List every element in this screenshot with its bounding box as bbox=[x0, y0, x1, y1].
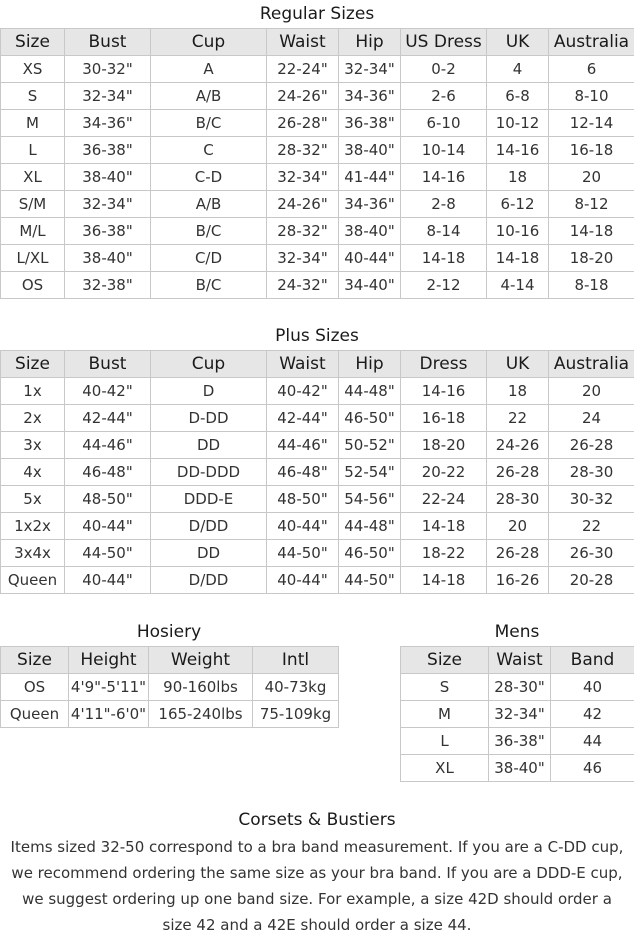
regular-cell: 32-34" bbox=[65, 83, 151, 110]
regular-cell: 32-34" bbox=[65, 191, 151, 218]
plus-cell: DD-DDD bbox=[151, 459, 267, 486]
hosiery-column-header: Height bbox=[69, 647, 149, 674]
plus-cell: 4x bbox=[1, 459, 65, 486]
regular-row bbox=[1, 56, 634, 83]
hosiery-column-header: Size bbox=[1, 647, 69, 674]
hosiery-table bbox=[0, 646, 339, 728]
regular-cell: 0-2 bbox=[401, 56, 487, 83]
mens-cell: L bbox=[401, 728, 489, 755]
regular-cell: 8-18 bbox=[549, 272, 634, 299]
plus-column-header: Cup bbox=[151, 351, 267, 378]
plus-column-header: Hip bbox=[339, 351, 401, 378]
mens-column-header: Waist bbox=[489, 647, 551, 674]
regular-cell: 14-18 bbox=[487, 245, 549, 272]
regular-column-header: Bust bbox=[65, 29, 151, 56]
regular-row bbox=[1, 164, 634, 191]
plus-cell: 40-42" bbox=[267, 378, 339, 405]
regular-cell: 30-32" bbox=[65, 56, 151, 83]
plus-cell: 24-26 bbox=[487, 432, 549, 459]
plus-cell: 22 bbox=[549, 513, 634, 540]
plus-cell: 28-30 bbox=[549, 459, 634, 486]
regular-cell: 4-14 bbox=[487, 272, 549, 299]
mens-header-row bbox=[401, 647, 634, 674]
plus-cell: 20-22 bbox=[401, 459, 487, 486]
mens-table bbox=[400, 646, 634, 782]
plus-cell: 44-46" bbox=[267, 432, 339, 459]
regular-cell: 6-10 bbox=[401, 110, 487, 137]
corsets-description bbox=[0, 834, 634, 938]
mens-cell: XL bbox=[401, 755, 489, 782]
mens-cell: 28-30" bbox=[489, 674, 551, 701]
regular-cell: 6 bbox=[549, 56, 634, 83]
regular-cell: 41-44" bbox=[339, 164, 401, 191]
plus-cell: 2x bbox=[1, 405, 65, 432]
regular-cell: C-D bbox=[151, 164, 267, 191]
regular-column-header: Size bbox=[1, 29, 65, 56]
plus-cell: D/DD bbox=[151, 513, 267, 540]
plus-column-header: Size bbox=[1, 351, 65, 378]
plus-row bbox=[1, 432, 634, 459]
plus-cell: 50-52" bbox=[339, 432, 401, 459]
regular-cell: 14-18 bbox=[549, 218, 634, 245]
plus-cell: 30-32 bbox=[549, 486, 634, 513]
regular-cell: A bbox=[151, 56, 267, 83]
hosiery-row bbox=[1, 674, 339, 701]
regular-cell: M/L bbox=[1, 218, 65, 245]
regular-cell: 24-32" bbox=[267, 272, 339, 299]
regular-column-header: UK bbox=[487, 29, 549, 56]
regular-cell: M bbox=[1, 110, 65, 137]
plus-cell: 5x bbox=[1, 486, 65, 513]
plus-row bbox=[1, 378, 634, 405]
regular-cell: 32-38" bbox=[65, 272, 151, 299]
mens-cell: 46 bbox=[551, 755, 634, 782]
corsets-line: Items sized 32-50 correspond to a bra band measurement. If you are a C-DD cup, bbox=[10, 838, 624, 856]
regular-cell: C bbox=[151, 137, 267, 164]
plus-cell: 22 bbox=[487, 405, 549, 432]
plus-cell: DD bbox=[151, 432, 267, 459]
mens-cell: 44 bbox=[551, 728, 634, 755]
regular-cell: 18 bbox=[487, 164, 549, 191]
plus-cell: 1x2x bbox=[1, 513, 65, 540]
regular-cell: 34-36" bbox=[65, 110, 151, 137]
regular-cell: XL bbox=[1, 164, 65, 191]
hosiery-cell: 40-73kg bbox=[253, 674, 339, 701]
regular-cell: 40-44" bbox=[339, 245, 401, 272]
regular-cell: 28-32" bbox=[267, 137, 339, 164]
plus-cell: 44-50" bbox=[65, 540, 151, 567]
plus-cell: 14-16 bbox=[401, 378, 487, 405]
regular-row bbox=[1, 218, 634, 245]
hosiery-cell: OS bbox=[1, 674, 69, 701]
plus-cell: 44-48" bbox=[339, 378, 401, 405]
regular-cell: 36-38" bbox=[65, 137, 151, 164]
regular-row bbox=[1, 83, 634, 110]
mens-cell: 42 bbox=[551, 701, 634, 728]
plus-cell: 26-28 bbox=[549, 432, 634, 459]
regular-sizes-table bbox=[0, 28, 634, 299]
plus-cell: Queen bbox=[1, 567, 65, 594]
plus-cell: 28-30 bbox=[487, 486, 549, 513]
plus-cell: 16-18 bbox=[401, 405, 487, 432]
plus-row bbox=[1, 513, 634, 540]
regular-cell: 2-12 bbox=[401, 272, 487, 299]
plus-cell: 22-24 bbox=[401, 486, 487, 513]
regular-cell: 10-12 bbox=[487, 110, 549, 137]
regular-cell: L bbox=[1, 137, 65, 164]
plus-cell: 14-18 bbox=[401, 567, 487, 594]
hosiery-cell: 4'9"-5'11" bbox=[69, 674, 149, 701]
regular-cell: 36-38" bbox=[339, 110, 401, 137]
regular-cell: B/C bbox=[151, 110, 267, 137]
regular-cell: XS bbox=[1, 56, 65, 83]
regular-cell: 6-12 bbox=[487, 191, 549, 218]
plus-cell: 18-22 bbox=[401, 540, 487, 567]
regular-cell: 12-14 bbox=[549, 110, 634, 137]
plus-cell: 20 bbox=[487, 513, 549, 540]
regular-sizes-title: Regular Sizes bbox=[259, 4, 375, 24]
plus-cell: 48-50" bbox=[267, 486, 339, 513]
regular-cell: 10-16 bbox=[487, 218, 549, 245]
hosiery-row bbox=[1, 701, 339, 728]
plus-cell: 26-28 bbox=[487, 459, 549, 486]
hosiery-title: Hosiery bbox=[136, 622, 202, 642]
plus-cell: 18-20 bbox=[401, 432, 487, 459]
plus-row bbox=[1, 486, 634, 513]
plus-row bbox=[1, 459, 634, 486]
regular-cell: 32-34" bbox=[267, 245, 339, 272]
plus-cell: 3x4x bbox=[1, 540, 65, 567]
plus-sizes-table bbox=[0, 350, 634, 594]
regular-row bbox=[1, 137, 634, 164]
regular-cell: S bbox=[1, 83, 65, 110]
regular-cell: B/C bbox=[151, 272, 267, 299]
plus-cell: 44-48" bbox=[339, 513, 401, 540]
regular-cell: A/B bbox=[151, 191, 267, 218]
regular-cell: L/XL bbox=[1, 245, 65, 272]
plus-cell: 40-44" bbox=[65, 567, 151, 594]
hosiery-header-row bbox=[1, 647, 339, 674]
regular-cell: OS bbox=[1, 272, 65, 299]
plus-column-header: UK bbox=[487, 351, 549, 378]
plus-cell: 40-44" bbox=[267, 567, 339, 594]
plus-cell: 54-56" bbox=[339, 486, 401, 513]
regular-cell: 8-10 bbox=[549, 83, 634, 110]
regular-cell: 22-24" bbox=[267, 56, 339, 83]
plus-row bbox=[1, 540, 634, 567]
regular-row bbox=[1, 245, 634, 272]
plus-cell: 24 bbox=[549, 405, 634, 432]
plus-cell: 46-48" bbox=[65, 459, 151, 486]
regular-row bbox=[1, 191, 634, 218]
plus-cell: 46-50" bbox=[339, 540, 401, 567]
plus-row bbox=[1, 567, 634, 594]
corsets-line: we suggest ordering up one band size. For example, a size 42D should order a bbox=[22, 890, 612, 908]
regular-cell: 14-16 bbox=[487, 137, 549, 164]
regular-cell: 8-14 bbox=[401, 218, 487, 245]
plus-cell: 20-28 bbox=[549, 567, 634, 594]
regular-cell: 16-18 bbox=[549, 137, 634, 164]
plus-cell: 18 bbox=[487, 378, 549, 405]
plus-cell: 46-50" bbox=[339, 405, 401, 432]
plus-cell: 44-50" bbox=[339, 567, 401, 594]
regular-cell: 24-26" bbox=[267, 191, 339, 218]
mens-cell: S bbox=[401, 674, 489, 701]
corsets-line: size 42 and a 42E should order a size 44. bbox=[162, 916, 472, 934]
regular-row bbox=[1, 272, 634, 299]
hosiery-column-header: Intl bbox=[253, 647, 339, 674]
regular-cell: 18-20 bbox=[549, 245, 634, 272]
plus-cell: 48-50" bbox=[65, 486, 151, 513]
plus-cell: 44-50" bbox=[267, 540, 339, 567]
regular-cell: 38-40" bbox=[65, 164, 151, 191]
plus-column-header: Waist bbox=[267, 351, 339, 378]
plus-cell: 3x bbox=[1, 432, 65, 459]
regular-cell: 32-34" bbox=[339, 56, 401, 83]
regular-cell: 32-34" bbox=[267, 164, 339, 191]
plus-cell: D-DD bbox=[151, 405, 267, 432]
plus-cell: 20 bbox=[549, 378, 634, 405]
regular-cell: 38-40" bbox=[339, 218, 401, 245]
mens-cell: 38-40" bbox=[489, 755, 551, 782]
plus-cell: 40-44" bbox=[65, 513, 151, 540]
regular-cell: A/B bbox=[151, 83, 267, 110]
hosiery-cell: 165-240lbs bbox=[149, 701, 253, 728]
plus-column-header: Dress bbox=[401, 351, 487, 378]
regular-cell: 28-32" bbox=[267, 218, 339, 245]
regular-column-header: Australia bbox=[549, 29, 634, 56]
corsets-line: we recommend ordering the same size as your bra band. If you are a DDD-E cup, bbox=[11, 864, 623, 882]
plus-cell: 42-44" bbox=[267, 405, 339, 432]
mens-title: Mens bbox=[494, 622, 540, 642]
regular-cell: 36-38" bbox=[65, 218, 151, 245]
plus-cell: 26-28 bbox=[487, 540, 549, 567]
regular-cell: 4 bbox=[487, 56, 549, 83]
plus-cell: 40-44" bbox=[267, 513, 339, 540]
regular-cell: 34-40" bbox=[339, 272, 401, 299]
regular-cell: C/D bbox=[151, 245, 267, 272]
regular-column-header: Hip bbox=[339, 29, 401, 56]
mens-row bbox=[401, 728, 634, 755]
plus-cell: 14-18 bbox=[401, 513, 487, 540]
plus-cell: D bbox=[151, 378, 267, 405]
plus-cell: 42-44" bbox=[65, 405, 151, 432]
plus-cell: DDD-E bbox=[151, 486, 267, 513]
regular-cell: 14-16 bbox=[401, 164, 487, 191]
plus-cell: 52-54" bbox=[339, 459, 401, 486]
mens-row bbox=[401, 674, 634, 701]
mens-cell: 40 bbox=[551, 674, 634, 701]
hosiery-cell: 90-160lbs bbox=[149, 674, 253, 701]
hosiery-cell: 75-109kg bbox=[253, 701, 339, 728]
hosiery-column-header: Weight bbox=[149, 647, 253, 674]
plus-cell: 46-48" bbox=[267, 459, 339, 486]
mens-cell: 32-34" bbox=[489, 701, 551, 728]
regular-row bbox=[1, 110, 634, 137]
regular-column-header: US Dress bbox=[401, 29, 487, 56]
plus-row bbox=[1, 405, 634, 432]
regular-column-header: Cup bbox=[151, 29, 267, 56]
regular-cell: 24-26" bbox=[267, 83, 339, 110]
plus-cell: 26-30 bbox=[549, 540, 634, 567]
regular-cell: B/C bbox=[151, 218, 267, 245]
regular-cell: S/M bbox=[1, 191, 65, 218]
plus-cell: 1x bbox=[1, 378, 65, 405]
regular-cell: 34-36" bbox=[339, 191, 401, 218]
mens-row bbox=[401, 701, 634, 728]
regular-cell: 34-36" bbox=[339, 83, 401, 110]
plus-cell: 44-46" bbox=[65, 432, 151, 459]
mens-cell: 36-38" bbox=[489, 728, 551, 755]
regular-cell: 10-14 bbox=[401, 137, 487, 164]
regular-header-row bbox=[1, 29, 634, 56]
hosiery-cell: Queen bbox=[1, 701, 69, 728]
regular-cell: 20 bbox=[549, 164, 634, 191]
regular-cell: 38-40" bbox=[65, 245, 151, 272]
regular-cell: 8-12 bbox=[549, 191, 634, 218]
regular-cell: 14-18 bbox=[401, 245, 487, 272]
mens-row bbox=[401, 755, 634, 782]
mens-cell: M bbox=[401, 701, 489, 728]
regular-cell: 2-6 bbox=[401, 83, 487, 110]
regular-cell: 2-8 bbox=[401, 191, 487, 218]
plus-cell: 16-26 bbox=[487, 567, 549, 594]
plus-sizes-title: Plus Sizes bbox=[275, 326, 359, 346]
regular-cell: 26-28" bbox=[267, 110, 339, 137]
regular-cell: 6-8 bbox=[487, 83, 549, 110]
hosiery-cell: 4'11"-6'0" bbox=[69, 701, 149, 728]
plus-column-header: Bust bbox=[65, 351, 151, 378]
mens-column-header: Band bbox=[551, 647, 634, 674]
plus-cell: 40-42" bbox=[65, 378, 151, 405]
plus-column-header: Australia bbox=[549, 351, 634, 378]
plus-cell: D/DD bbox=[151, 567, 267, 594]
plus-cell: DD bbox=[151, 540, 267, 567]
regular-cell: 38-40" bbox=[339, 137, 401, 164]
plus-header-row bbox=[1, 351, 634, 378]
mens-column-header: Size bbox=[401, 647, 489, 674]
regular-column-header: Waist bbox=[267, 29, 339, 56]
corsets-title: Corsets & Bustiers bbox=[238, 810, 396, 830]
